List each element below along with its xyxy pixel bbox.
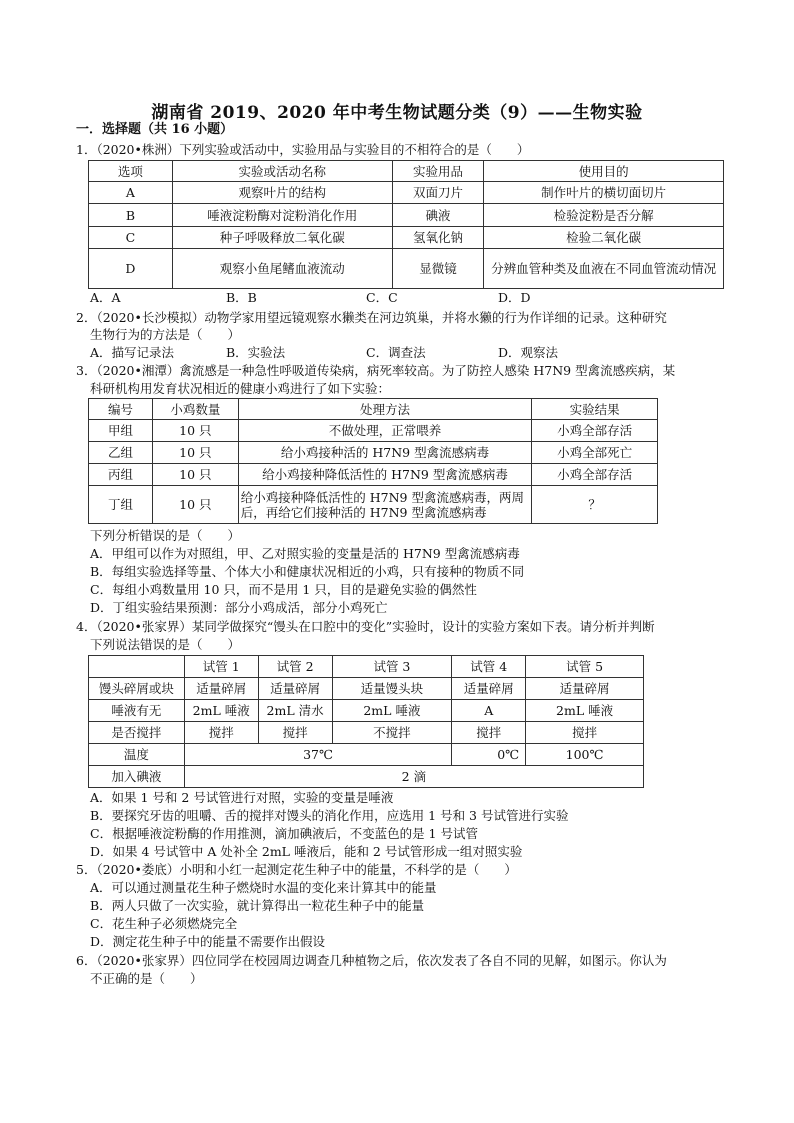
- table-header-cell: [89, 656, 185, 678]
- table-cell: 丁组: [89, 486, 153, 524]
- table-row: [89, 486, 658, 524]
- table-cell: ？: [532, 486, 658, 524]
- question-3-stem-cont: 科研机构用发育状况相近的健康小鸡进行了如下实验：: [90, 381, 391, 396]
- table-cell: 不搅拌: [332, 722, 452, 744]
- table-cell: 唾液淀粉酶对淀粉消化作用: [172, 204, 392, 227]
- table-cell: 氢氧化钠: [392, 227, 484, 249]
- option-c: C．花生种子必须燃烧完全: [90, 916, 238, 931]
- table-header-cell: 试管 3: [332, 656, 452, 678]
- table-row: [89, 766, 644, 788]
- table-cell: 适量碎屑: [452, 678, 526, 700]
- table-cell: 小鸡全部存活: [532, 420, 658, 442]
- option-b: B．实验法: [226, 345, 286, 360]
- section-heading: 一．选择题（共 16 小题）: [76, 122, 234, 137]
- table-header-cell: 实验用品: [392, 161, 484, 182]
- table-row: [89, 420, 658, 442]
- table-cell: 分辨血管种类及血液在不同血管流动情况: [484, 249, 724, 289]
- table-cell: 不做处理，正常喂养: [238, 420, 531, 442]
- question-1-options: [90, 290, 531, 306]
- table-header-cell: 试管 1: [184, 656, 258, 678]
- table-header-cell: 编号: [89, 399, 153, 420]
- option-c: C．调查法: [366, 345, 426, 360]
- table-cell: 2mL 唾液: [526, 700, 644, 722]
- table-cell: 甲组: [89, 420, 153, 442]
- table-cell: 检验二氧化碳: [484, 227, 724, 249]
- table-row: [89, 744, 644, 766]
- table-cell: 10 只: [152, 442, 238, 464]
- table-cell: 加入碘液: [89, 766, 185, 788]
- table-row: [89, 700, 644, 722]
- table-cell: 给小鸡接种降低活性的 H7N9 型禽流感病毒，两周后，再给它们接种活的 H7N9 型禽流感病毒: [238, 486, 531, 524]
- table-cell: 制作叶片的横切面切片: [484, 182, 724, 204]
- table-cell: A: [452, 700, 526, 722]
- option-d: D．观察法: [498, 345, 559, 360]
- table-cell: 馒头碎屑或块: [89, 678, 185, 700]
- table-cell: 小鸡全部存活: [532, 464, 658, 486]
- table-header-row: [89, 399, 658, 420]
- question-2-stem: 2．（2020•长沙模拟）动物学家用望远镜观察水獭类在河边筑巢，并将水獭的行为作详细的记录。这种研究: [76, 310, 667, 325]
- table-header-cell: 小鸡数量: [152, 399, 238, 420]
- option-a: A．可以通过测量花生种子燃烧时水温的变化来计算其中的能量: [90, 880, 437, 895]
- table-cell: 给小鸡接种活的 H7N9 型禽流感病毒: [238, 442, 531, 464]
- table-cell: 2 滴: [184, 766, 643, 788]
- table-cell: 唾液有无: [89, 700, 185, 722]
- option-d: D．丁组实验结果预测：部分小鸡成活，部分小鸡死亡: [90, 600, 388, 615]
- table-cell: 搅拌: [258, 722, 332, 744]
- table-cell: 丙组: [89, 464, 153, 486]
- table-cell: 种子呼吸释放二氧化碳: [172, 227, 392, 249]
- table-row: [89, 227, 724, 249]
- table-cell: 2mL 唾液: [332, 700, 452, 722]
- table-cell: 观察叶片的结构: [172, 182, 392, 204]
- question-4-table: [88, 655, 644, 788]
- table-cell: 是否搅拌: [89, 722, 185, 744]
- table-cell: 10 只: [152, 464, 238, 486]
- table-row: [89, 182, 724, 204]
- option-a: A．如果 1 号和 2 号试管进行对照，实验的变量是唾液: [90, 790, 394, 805]
- question-6-stem-cont: 不正确的是（ ）: [90, 971, 203, 986]
- table-cell: 检验淀粉是否分解: [484, 204, 724, 227]
- option-b: B．要探究牙齿的咀嚼、舌的搅拌对馒头的消化作用，应选用 1 号和 3 号试管进行实验: [90, 808, 569, 823]
- question-6-stem: 6．（2020•张家界）四位同学在校园周边调查几种植物之后，依次发表了各自不同的见解，如图示。你认为: [76, 953, 667, 968]
- table-cell: 适量碎屑: [526, 678, 644, 700]
- table-header-cell: 使用目的: [484, 161, 724, 182]
- question-3-table: [88, 398, 658, 524]
- table-cell: 双面刀片: [392, 182, 484, 204]
- question-4-stem: 4．（2020•张家界）某同学做探究“馒头在口腔中的变化”实验时，设计的实验方案如下表。请分析并判断: [76, 619, 655, 634]
- question-5-stem: 5．（2020•娄底）小明和小红一起测定花生种子中的能量，不科学的是（ ）: [76, 862, 517, 877]
- question-4-stem-cont: 下列说法错误的是（ ）: [90, 637, 241, 652]
- table-row: [89, 204, 724, 227]
- table-row: [89, 442, 658, 464]
- table-header-cell: 实验结果: [532, 399, 658, 420]
- table-cell: D: [89, 249, 173, 289]
- table-cell: 搅拌: [526, 722, 644, 744]
- option-c: C．根据唾液淀粉酶的作用推测，滴加碘液后，不变蓝色的是 1 号试管: [90, 826, 478, 841]
- table-header-cell: 实验或活动名称: [172, 161, 392, 182]
- table-cell: 适量馒头块: [332, 678, 452, 700]
- table-cell: B: [89, 204, 173, 227]
- option-a: A．甲组可以作为对照组，甲、乙对照实验的变量是活的 H7N9 型禽流感病毒: [90, 546, 520, 561]
- table-cell: 适量碎屑: [184, 678, 258, 700]
- option-d: D．如果 4 号试管中 A 处补全 2mL 唾液后，能和 2 号试管形成一组对照实验: [90, 844, 523, 859]
- table-cell: 10 只: [152, 420, 238, 442]
- table-header-cell: 试管 2: [258, 656, 332, 678]
- table-row: [89, 722, 644, 744]
- option-a: A．描写记录法: [90, 345, 175, 360]
- table-cell: 搅拌: [452, 722, 526, 744]
- table-cell: 乙组: [89, 442, 153, 464]
- table-cell: 适量碎屑: [258, 678, 332, 700]
- question-3-stem: 3．（2020•湘潭）禽流感是一种急性呼吸道传染病，病死率较高。为了防控人感染 H7N9 型禽流感疾病，某: [76, 363, 676, 378]
- table-cell: C: [89, 227, 173, 249]
- question-1-stem: 1．（2020•株洲）下列实验或活动中，实验用品与实验目的不相符合的是（ ）: [76, 142, 530, 157]
- page-title: 湖南省 2019、2020 年中考生物试题分类（9）——生物实验: [151, 103, 643, 123]
- table-header-cell: 试管 5: [526, 656, 644, 678]
- table-cell: 0℃: [452, 744, 526, 766]
- table-header-cell: 选项: [89, 161, 173, 182]
- question-1-table: [88, 160, 724, 289]
- table-cell: 100℃: [526, 744, 644, 766]
- option-c: C．C: [366, 290, 398, 305]
- table-header-cell: 试管 4: [452, 656, 526, 678]
- table-cell: 2mL 清水: [258, 700, 332, 722]
- table-cell: 37℃: [184, 744, 452, 766]
- table-cell: 温度: [89, 744, 185, 766]
- table-cell: 10 只: [152, 486, 238, 524]
- table-cell: A: [89, 182, 173, 204]
- table-cell: 搅拌: [184, 722, 258, 744]
- option-c: C．每组小鸡数量用 10 只，而不是用 1 只，目的是避免实验的偶然性: [90, 582, 477, 597]
- option-b: B．每组实验选择等量、个体大小和健康状况相近的小鸡，只有接种的物质不同: [90, 564, 525, 579]
- option-d: D．D: [498, 290, 531, 305]
- table-header-row: [89, 161, 724, 182]
- option-b: B．B: [226, 290, 257, 305]
- table-cell: 碘液: [392, 204, 484, 227]
- table-header-cell: 处理方法: [238, 399, 531, 420]
- option-d: D．测定花生种子中的能量不需要作出假设: [90, 934, 326, 949]
- table-cell: 观察小鱼尾鳍血液流动: [172, 249, 392, 289]
- question-3-ask: 下列分析错误的是（ ）: [90, 528, 241, 543]
- table-cell: 2mL 唾液: [184, 700, 258, 722]
- table-row: [89, 249, 724, 289]
- table-cell: 显微镜: [392, 249, 484, 289]
- table-row: [89, 678, 644, 700]
- option-b: B．两人只做了一次实验，就计算得出一粒花生种子中的能量: [90, 898, 425, 913]
- table-row: [89, 464, 658, 486]
- table-cell: 小鸡全部死亡: [532, 442, 658, 464]
- option-a: A．A: [90, 290, 121, 305]
- question-2-options: [90, 345, 558, 361]
- table-header-row: [89, 656, 644, 678]
- table-cell: 给小鸡接种降低活性的 H7N9 型禽流感病毒: [238, 464, 531, 486]
- question-2-stem-cont: 生物行为的方法是（ ）: [90, 327, 241, 342]
